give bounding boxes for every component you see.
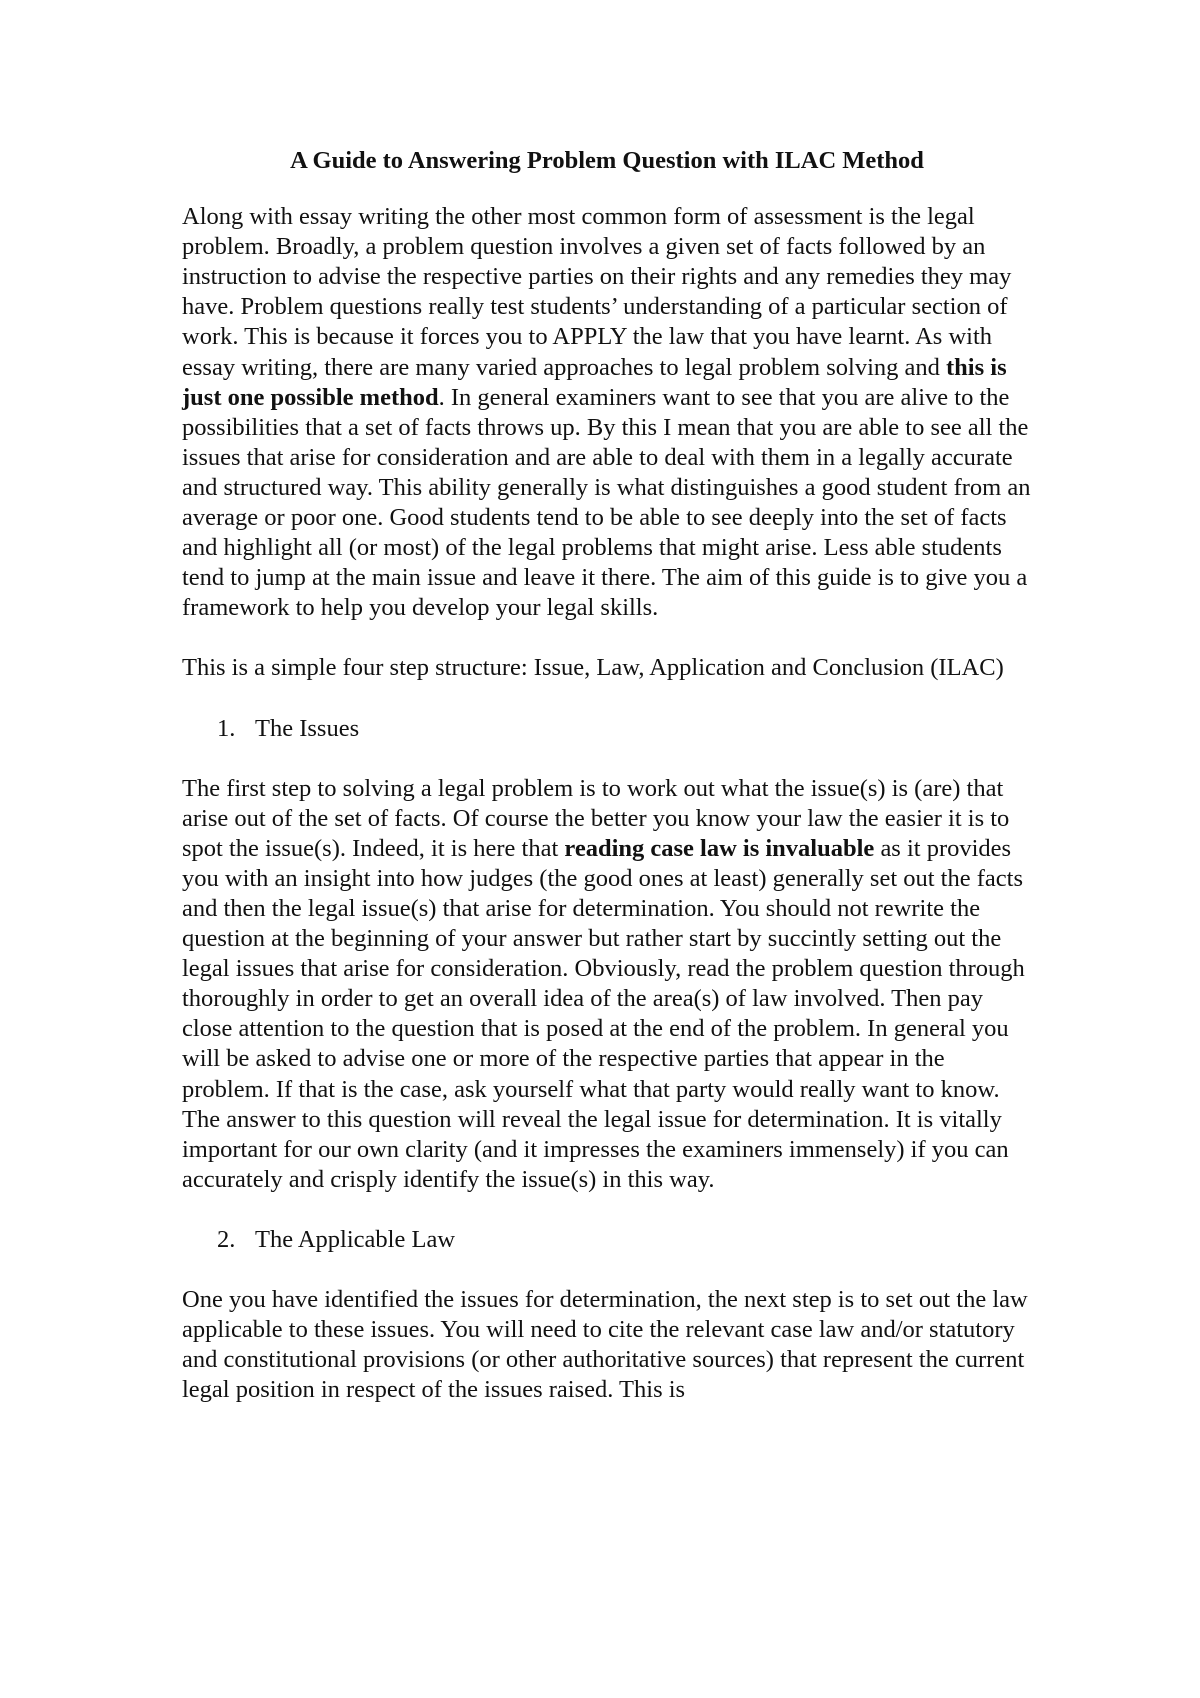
issues-bold-text: reading case law is invaluable [564, 834, 875, 862]
document-body [182, 146, 1032, 1435]
intro-text-start: Along with essay writing the other most common form of assessment is the legal problem. Broadly, a problem question involves a given set of facts followed by an instruction to advise the respective parties on their rights and any remedies they may have. Problem questions really test students’ understanding of a particular section of work. This is because it forces you to APPLY the law that you have learnt. As with essay writing, there are many varied approaches to legal problem solving and [182, 203, 1012, 381]
section-number: 2. [217, 1225, 236, 1253]
intro-paragraph [182, 202, 1032, 623]
section-heading-issues [182, 714, 1032, 744]
document-title: A Guide to Answering Problem Question with ILAC Method [290, 147, 924, 174]
intro-text-end: . In general examiners want to see that you are alive to the possibilities that a set of facts throws up. By this I mean that you are able to see all the issues that arise for consideration and are able to deal with them in a legally accurate and structured way. This ability generally is what distinguishes a good student from an average or poor one. Good students tend to be able to see deeply into the set of facts and highlight all (or most) of the legal problems that might arise. Less able students tend to jump at the main issue and leave it there. The aim of this guide is to give you a framework to help you develop your legal skills. [182, 383, 1031, 622]
section-heading-applicable-law [182, 1225, 1032, 1255]
section-heading-text: The Issues [255, 714, 360, 742]
structure-paragraph: This is a simple four step structure: Issue, Law, Application and Conclusion (ILAC) [182, 654, 1004, 682]
issues-paragraph [182, 774, 1032, 1195]
section-heading-text: The Applicable Law [255, 1225, 456, 1253]
applicable-law-paragraph: One you have identified the issues for determination, the next step is to set out the law applicable to these issues. You will need to cite the relevant case law and/or statutory and constitutional provisions (or other authoritative sources) that represent the current legal position in respect of the issues raised. This is [182, 1286, 1028, 1404]
section-number: 1. [217, 714, 236, 742]
issues-text-end: as it provides you with an insight into how judges (the good ones at least) generally set out the facts and then the legal issue(s) that arise for determination. You should not rewrite the question at the beginning of your answer but rather start by succintly setting out the legal issues that arise for consideration. Obviously, read the problem question through thoroughly in order to get an overall idea of the area(s) of law involved. Then pay close attention to the question that is posed at the end of the problem. In general you will be asked to advise one or more of the respective parties that appear in the problem. If that is the case, ask yourself what that party would really want to know. The answer to this question will reveal the legal issue for determination. It is vitally important for our own clarity (and it impresses the examiners immensely) if you can accurately and crisply identify the issue(s) in this way. [182, 834, 1025, 1193]
issues-text-start: The first step to solving a legal problem is to work out what the issue(s) is (are) that arise out of the set of facts. Of course the better you know your law the easier it is to spot the issue(s). Indeed, it is here that [182, 774, 1010, 862]
intro-bold-text: this is just one possible method [182, 353, 1007, 411]
